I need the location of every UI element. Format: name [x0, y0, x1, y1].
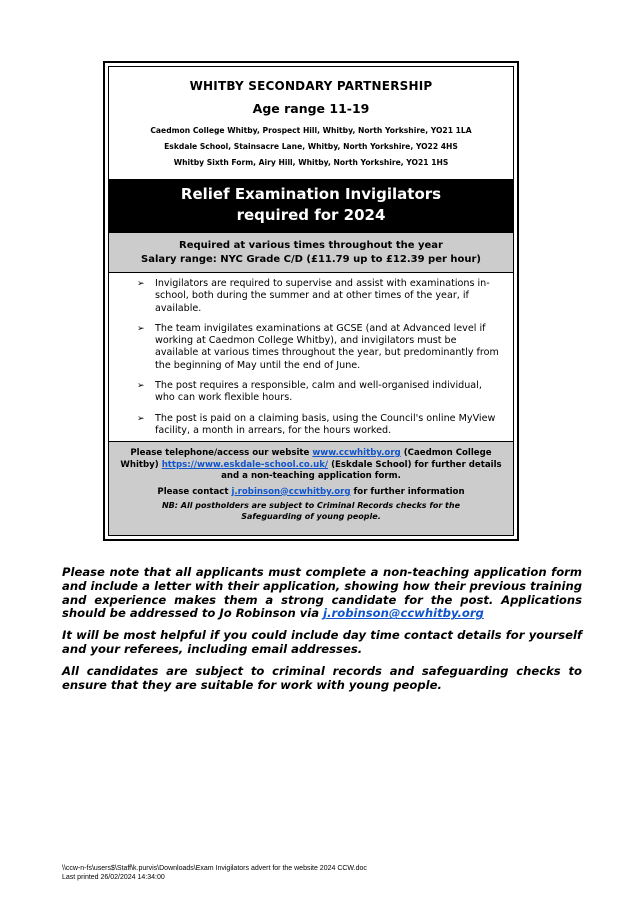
contact-email-line — [119, 487, 503, 499]
note-paragraph-3: All candidates are subject to criminal records and safeguarding checks to ensure that they are suitable for work with young people. — [62, 663, 582, 692]
bullet-list — [109, 273, 513, 451]
nb-line1: NB: All postholders are subject to Criminal Records checks for the — [161, 501, 460, 511]
eskdale-website-link[interactable]: https://www.eskdale-school.co.uk/ — [161, 459, 329, 470]
org-title: WHITBY SECONDARY PARTNERSHIP — [189, 79, 433, 93]
note-paragraph-1 — [62, 566, 582, 621]
contact-text: for further information — [350, 486, 465, 497]
job-title-line1: Relief Examination Invigilators — [180, 185, 442, 203]
address-caedmon: Caedmon College Whitby, Prospect Hill, Whitby, North Yorkshire, YO21 1LA — [150, 126, 472, 135]
last-printed: Last printed 26/02/2024 14:34:00 — [62, 874, 165, 881]
nb-note — [119, 501, 503, 522]
job-title-line2: required for 2024 — [236, 206, 386, 224]
advert-box — [103, 61, 519, 541]
bullet-text: The team invigilates examinations at GCSE (and at Advanced level if working at Caedmon College Whitby), and invigilators must be available at various times throughout the year, but predominantly from the beginning of May until the end of June. — [155, 322, 499, 371]
contact-text: Please contact — [157, 486, 232, 497]
arrow-bullet-icon: ➢ — [137, 381, 145, 392]
bullet-text: The post requires a responsible, calm and well-organised individual, who can work flexible hours. — [155, 380, 482, 404]
bullet-item — [137, 380, 499, 405]
document-footer — [62, 864, 367, 882]
required-line: Required at various times throughout the year — [179, 240, 443, 251]
contact-panel — [109, 441, 513, 535]
bullet-item — [137, 278, 499, 315]
salary-panel — [109, 232, 513, 273]
bullet-text: The post is paid on a claiming basis, using the Council's online MyView facility, a month in arrears, for the hours worked. — [155, 412, 496, 436]
arrow-bullet-icon: ➢ — [137, 413, 145, 424]
contact-text: Please telephone/access our website — [130, 448, 313, 458]
contact-text: (Eskdale School) for further details and a non-teaching application form. — [221, 459, 502, 482]
contact-email-link[interactable]: j.robinson@ccwhitby.org — [231, 486, 351, 497]
arrow-bullet-icon: ➢ — [137, 279, 145, 289]
age-range: Age range 11-19 — [252, 101, 370, 116]
address-eskdale: Eskdale School, Stainsacre Lane, Whitby, North Yorkshire, YO22 4HS — [164, 142, 458, 151]
arrow-bullet-icon: ➢ — [137, 323, 145, 334]
advert-inner — [108, 66, 514, 536]
bullet-item — [137, 413, 499, 438]
note-text: Please note that all applicants must complete a non-teaching application form and include a letter with their application, showing how their previous training and experience makes them a strong candidate for the post. Applications should be addressed to Jo Robinson via — [62, 565, 582, 621]
address-list — [109, 123, 513, 171]
application-notes — [62, 566, 582, 700]
contact-paragraph — [119, 448, 503, 483]
salary-line: Salary range: NYC Grade C/D (£11.79 up to £12.39 per hour) — [141, 254, 481, 265]
bullet-text: Invigilators are required to supervise and assist with examinations in-school, both during the summer and at other times of the year, if available. — [155, 278, 490, 314]
nb-line2: Safeguarding of young people. — [241, 511, 381, 521]
bullet-item — [137, 323, 499, 372]
address-sixth-form: Whitby Sixth Form, Airy Hill, Whitby, North Yorkshire, YO21 1HS — [173, 158, 449, 167]
file-path: \\ccw-n-fs\users$\Staff\k.purvis\Downloads\Exam Invigilators advert for the website 2024 CCW.doc — [62, 865, 367, 872]
note-paragraph-2: It will be most helpful if you could include day time contact details for yourself and your referees, including email addresses. — [62, 628, 582, 656]
note-email-link[interactable]: j.robinson@ccwhitby.org — [323, 606, 484, 621]
contact-text: (Caedmon College Whitby) — [120, 448, 492, 470]
advert-header — [109, 67, 513, 171]
job-title-band — [109, 179, 513, 232]
ccwhitby-website-link[interactable]: www.ccwhitby.org — [312, 448, 401, 458]
